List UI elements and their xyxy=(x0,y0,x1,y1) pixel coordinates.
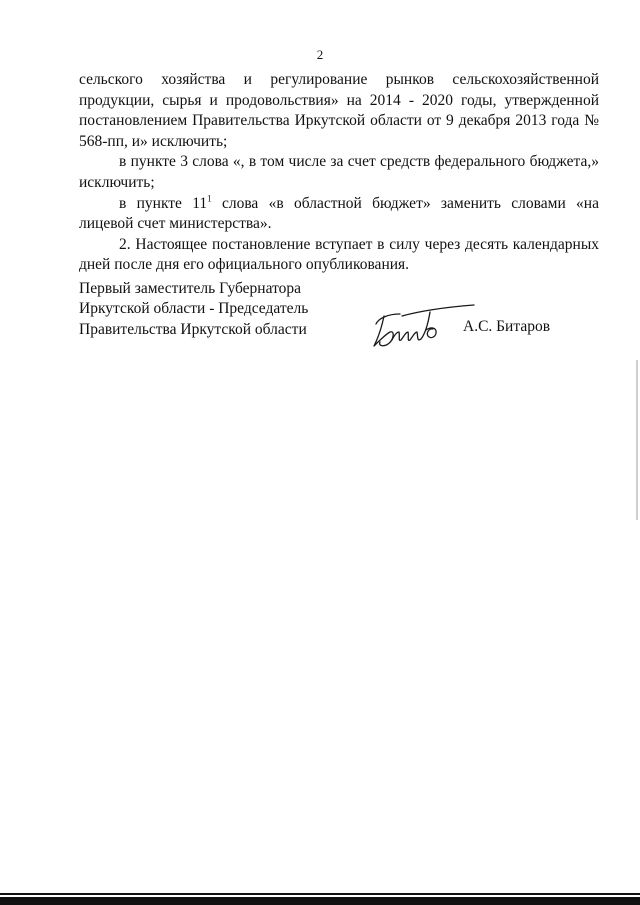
paragraph-point-3: в пункте 3 слова «, в том числе за счет средств федерального бюджета,» исключить; xyxy=(79,153,599,191)
signer-name: А.С. Битаров xyxy=(463,318,551,335)
page-number: 2 xyxy=(316,47,324,62)
document-body xyxy=(79,70,599,276)
scan-border-gap xyxy=(0,895,640,897)
signatory-block xyxy=(79,279,308,340)
paragraph-continuation: сельского хозяйства и регулирование рынков сельскохозяйственной продукции, сырья и продовольствия» на 2014 - 2020 годы, утвержденной постановлением Правительства Иркутской области от 9 декабря 2013 года № 568-пп, и» исключить; xyxy=(79,71,599,150)
signatory-title-line-2: Иркутской области - Председатель xyxy=(79,300,309,318)
paragraph-point-11-1 xyxy=(79,194,599,235)
paragraph-effective-date: 2. Настоящее постановление вступает в силу через десять календарных дней после дня его официального опубликования. xyxy=(79,235,599,274)
point-11-text-end: слова «в областной бюджет» заменить словами «на лицевой счет министерства». xyxy=(79,194,599,233)
signatory-title-line-3: Правительства Иркутской области xyxy=(79,320,307,338)
point-superscript: 1 xyxy=(207,193,212,204)
handwritten-signature xyxy=(366,294,478,354)
signatory-title-line-1: Первый заместитель Губернатора xyxy=(79,280,302,297)
point-11-text-start: в пункте 11 xyxy=(119,194,208,212)
scan-edge-mark xyxy=(636,360,638,520)
